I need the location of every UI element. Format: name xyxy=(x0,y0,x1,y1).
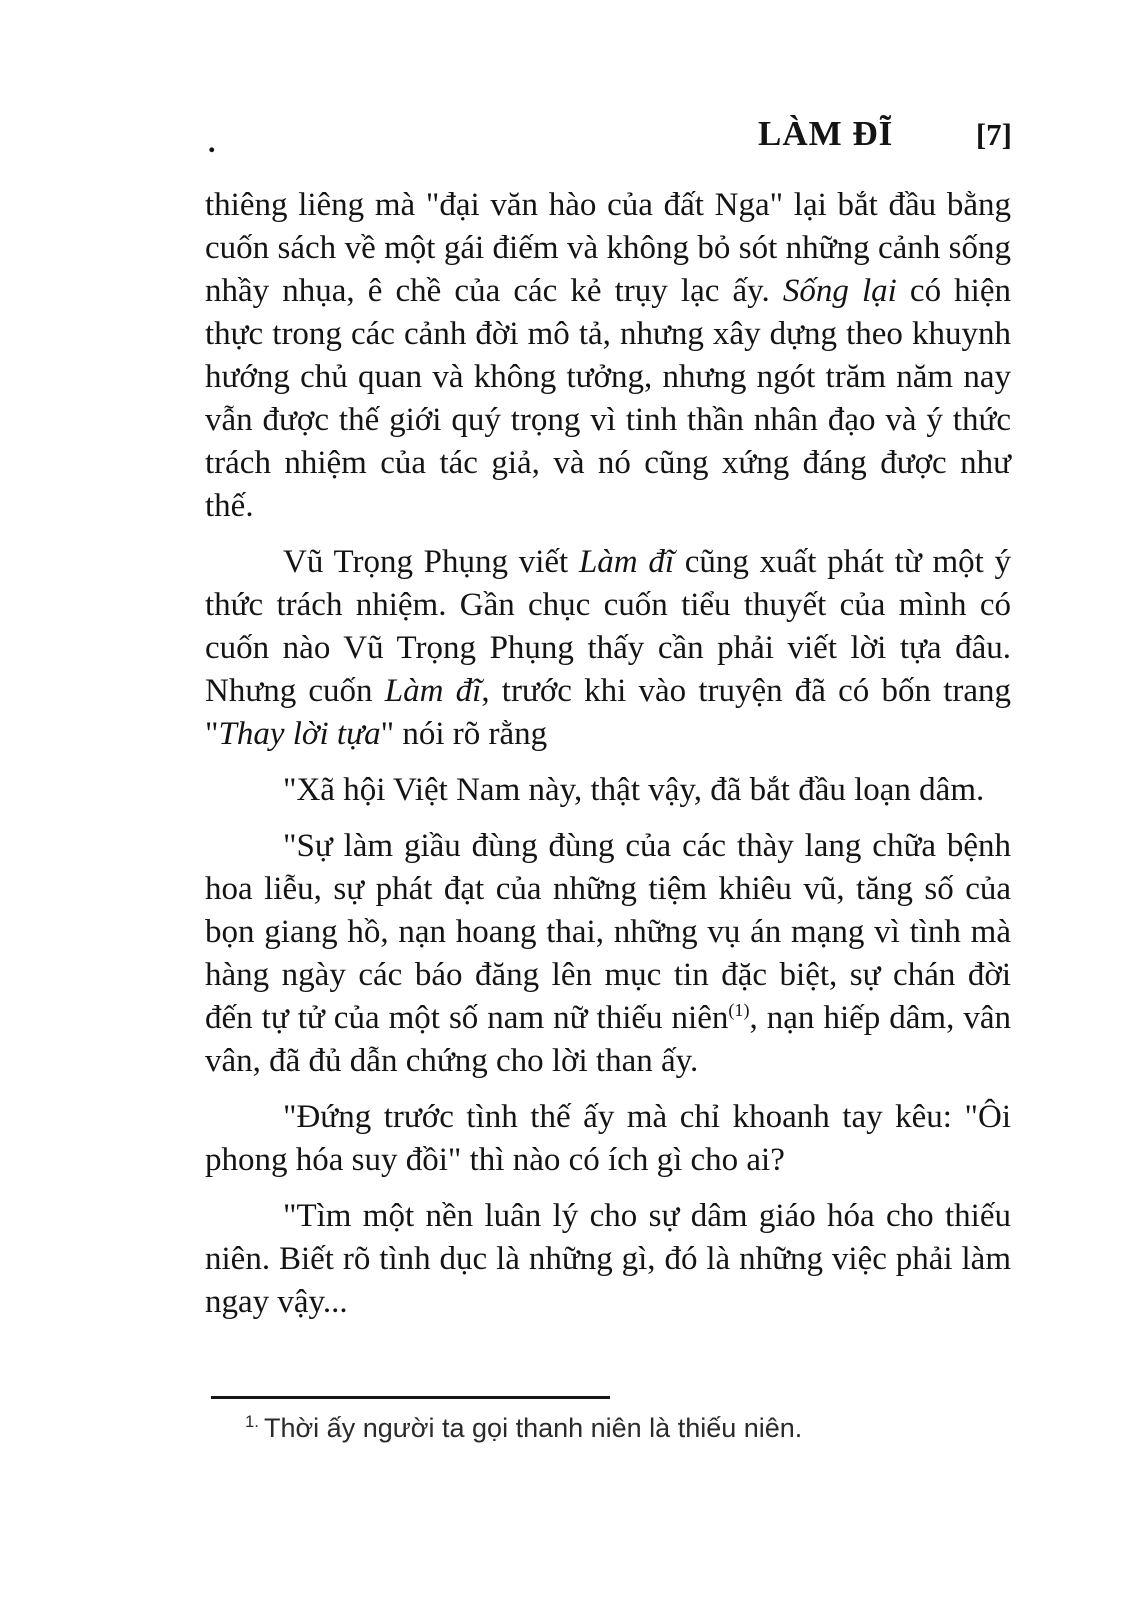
stray-ink-mark: . xyxy=(208,126,216,159)
footnote-rule xyxy=(211,1396,610,1399)
italic-book-title: Sống lại xyxy=(782,273,897,309)
italic-book-title: Làm đĩ xyxy=(578,544,675,580)
text-run: "Tìm một nền luân lý cho sự dâm giáo hóa cho thiếu niên. Biết rõ tình dục là những gì, đó là những việc phải làm ngay vậy... xyxy=(205,1198,1011,1320)
page-number: [7] xyxy=(975,117,1012,152)
text-run: , nạn hiếp dâm, vân vân, đã đủ dẫn chứng cho lời than ấy. xyxy=(205,1000,1011,1079)
text-run: " nói rõ rằng xyxy=(380,716,548,752)
text-run: có hiện thực trong các cảnh đời mô tả, nhưng xây dựng theo khuynh hướng chủ quan và không tưởng, nhưng ngót trăm năm nay vẫn được thế giới quý trọng vì tinh thần nhân đạo và ý thức trách nhiệm của tác giả, và nó cũng xứng đáng được như thế. xyxy=(205,273,1011,524)
footnote-reference: (1) xyxy=(728,1000,750,1020)
footnote-text xyxy=(205,1411,1011,1445)
body-text xyxy=(205,184,1011,1337)
paragraph-3 xyxy=(205,769,1011,812)
paragraph-1 xyxy=(205,184,1011,528)
text-run: thiêng liêng mà "đại văn hào của đất Nga" lại bắt đầu bằng cuốn sách về một gái điếm và không bỏ sót những cảnh sống nhầy nhụa, ê chề của các kẻ trụy lạc ấy. xyxy=(205,187,1011,309)
text-run: Vũ Trọng Phụng viết xyxy=(283,544,579,580)
italic-book-title: Làm đĩ xyxy=(384,673,482,709)
footnote-block xyxy=(205,1396,1011,1445)
text-run: "Xã hội Việt Nam này, thật vậy, đã bắt đầu loạn dâm. xyxy=(283,772,985,808)
text-run: cũng xuất phát từ một ý thức trách nhiệm. Gần chục cuốn tiểu thuyết của mình có cuốn nào Vũ Trọng Phụng thấy cần phải viết lời tựa đâu. Nhưng cuốn xyxy=(205,544,1011,709)
italic-section-title: Thay lời tựa xyxy=(218,716,381,752)
paragraph-4 xyxy=(205,825,1011,1083)
paragraph-6 xyxy=(205,1195,1011,1324)
running-title: LÀM ĐĨ xyxy=(758,114,894,153)
footnote-body: Thời ấy người ta gọi thanh niên là thiếu niên. xyxy=(263,1413,803,1443)
paragraph-2 xyxy=(205,541,1011,756)
footnote-marker: 1. xyxy=(245,1412,259,1431)
text-run: "Đứng trước tình thế ấy mà chỉ khoanh tay kêu: "Ôi phong hóa suy đồi" thì nào có ích gì cho ai? xyxy=(205,1099,1011,1178)
paragraph-5 xyxy=(205,1096,1011,1182)
text-run: "Sự làm giầu đùng đùng của các thày lang chữa bệnh hoa liễu, sự phát đạt của những tiệm khiêu vũ, tăng số của bọn giang hồ, nạn hoang thai, những vụ án mạng vì tình mà hàng ngày các báo đăng lên mục tin đặc biệt, sự chán đời đến tự tử của một số nam nữ thiếu niên xyxy=(205,828,1011,1036)
text-run: , trước khi vào truyện đã có bốn trang " xyxy=(205,673,1011,752)
